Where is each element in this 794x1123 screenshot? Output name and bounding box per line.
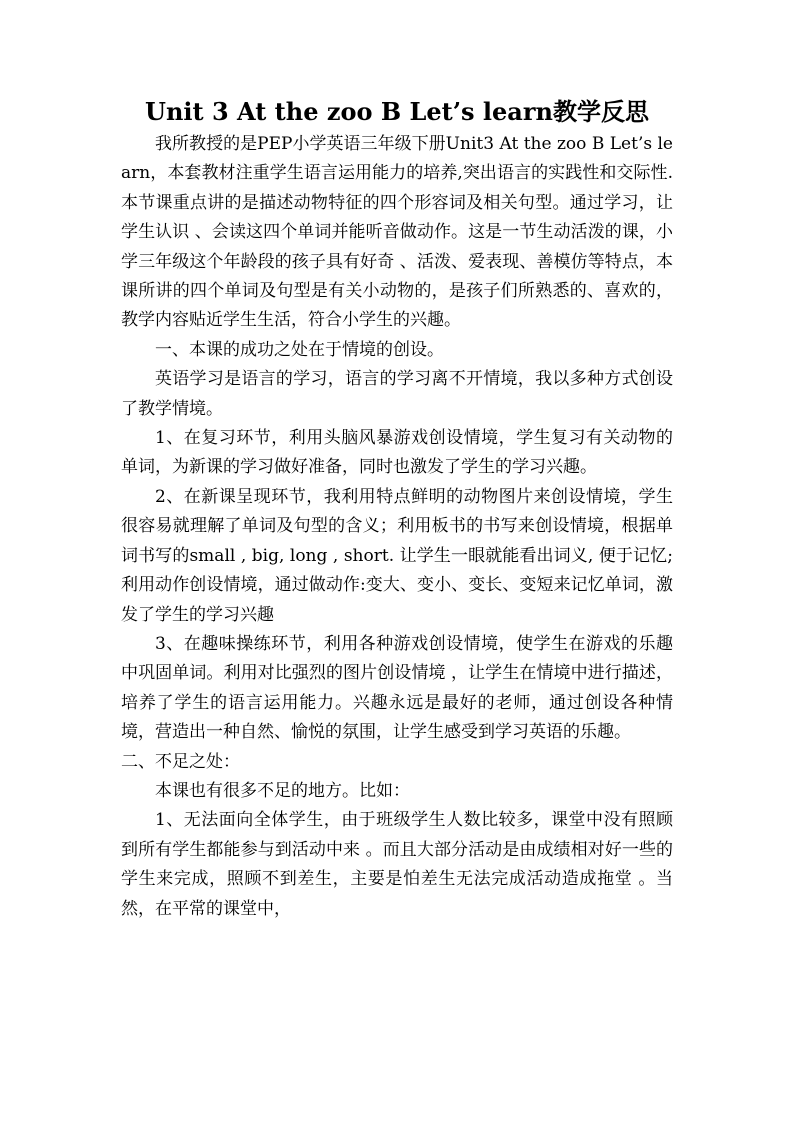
document-title: Unit 3 At the zoo B Let’s learn教学反思 [145,97,649,126]
paragraph-shortcoming-one: 1、无法面向全体学生，由于班级学生人数比较多，课堂中没有照顾到所有学生都能参与到活动中来 。而且大部分活动是由成绩相对好一些的学生来完成，照顾不到差生，主要是怕差生无法完成活动造成拖堂 。当然，在平常的课堂中， [121,810,673,919]
paragraph-shortcomings-intro: 本课也有很多不足的地方。比如： [155,780,410,801]
paragraph-point-practice: 3、在趣味操练环节，利用各种游戏创设情境，使学生在游戏的乐趣中巩固单词。利用对比强烈的图片创设情境 ，让学生在情境中进行描述，培养了学生的语言运用能力。兴趣永远是最好的老师，通过创设各种情境，营造出一种自然、愉悦的氛围，让学生感受到学习英语的乐趣。 [121,633,673,743]
paragraph-point-presentation: 2、在新课呈现环节，我利用特点鲜明的动物图片来创设情境，学生很容易就理解了单词及句型的含义；利用板书的书写来创设情境，根据单词书写的small , big, long , short. 让学生一眼就能看出词义, 便于记忆;利用动作创设情境，通过做动作:变大、变小、变长、变短来记忆单词，激发了学生的学习兴趣 [121,486,673,625]
document-page [121,94,673,924]
paragraph-section-two-heading: 二、不足之处： [121,751,240,772]
paragraph-situation-intro: 英语学习是语言的学习，语言的学习离不开情境，我以多种方式创设了教学情境。 [121,369,673,419]
paragraph-section-one-heading: 一、本课的成功之处在于情境的创设。 [155,339,444,360]
paragraph-point-review: 1、在复习环节，利用头脑风暴游戏创设情境，学生复习有关动物的单词，为新课的学习做好准备，同时也激发了学生的学习兴趣。 [121,428,673,478]
paragraph-intro: 我所教授的是PEP小学英语三年级下册Unit3 At the zoo B Let’s learn，本套教材注重学生语言运用能力的培养,突出语言的实践性和交际性.本节课重点讲的是描述动物特征的四个形容词及相关句型。通过学习，让学生认识 、会读这四个单词并能听音做动作。这是一节生动活泼的课，小学三年级这个年龄段的孩子具有好奇 、活泼、爱表现、善模仿等特点，本课所讲的四个单词及句型是有关小动物的，是孩子们所熟悉的、喜欢的，教学内容贴近学生生活，符合小学生的兴趣。 [121,134,673,331]
